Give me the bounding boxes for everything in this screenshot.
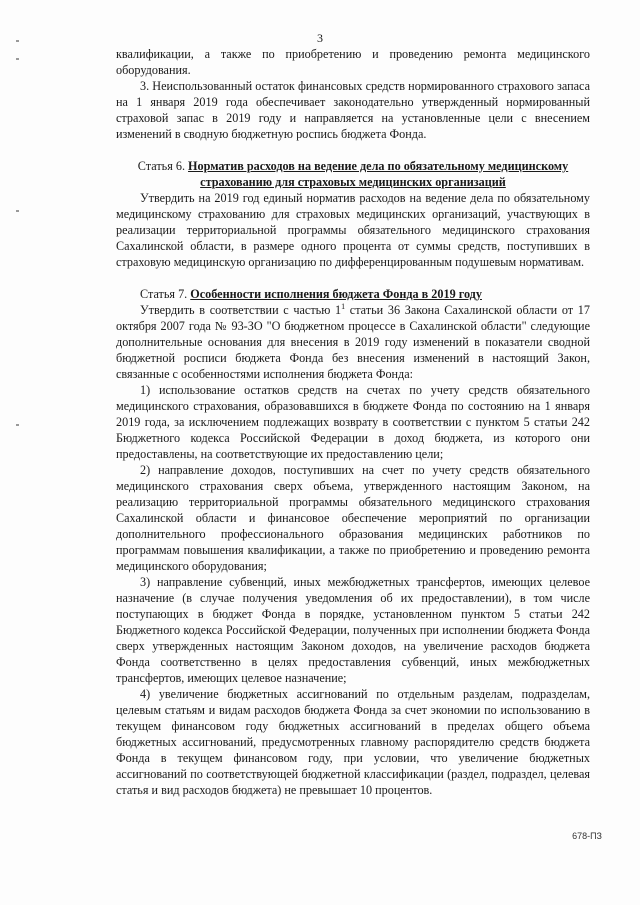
scan-mark [16,210,19,212]
article-7-intro-end: статьи 36 Закона Сахалинской области от 17 октября 2007 года № 93-ЗО "О бюджетном процессе в Сахалинской области" следующие дополнительные основания для внесения в 2019 году изменений в показатели сводной бюджетной росписи бюджета Фонда без внесения изменений в настоящий Закон, связанные с особенностями исполнения бюджета Фонда: [116,303,590,381]
article-7-item-2: 2) направление доходов, поступивших на счет по учету средств обязательного медицинского страхования сверх объема, утвержденного настоящим Законом, на реализацию территориальной программы обязательного медицинского страхования Сахалинской области и финансовое обеспечение мероприятий по организации дополнительного профессионального образования медицинских работников по программам повышения квалификации, а также по приобретению и проведению ремонта медицинского оборудования; [116,463,590,573]
article-6-heading [116,158,590,190]
page-number: 3 [317,31,323,45]
document-code: 678-ПЗ [572,831,602,841]
article-7-item-4: 4) увеличение бюджетных ассигнований по отдельным разделам, подразделам, целевым статьям и видам расходов бюджета Фонда за счет экономии по использованию в текущем финансовом году бюджетных ассигнований в пределах общего объема бюджетных ассигнований, предусмотренных главному распорядителю средств бюджета Фонда в текущем финансовом году, при условии, что увеличение бюджетных ассигнований по соответствующей бюджетной классификации (раздел, подраздел, целевая статья и вид расходов бюджета) не превышает 10 процентов. [116,687,590,797]
article-6-text: Утвердить на 2019 год единый норматив расходов на ведение дела по обязательному медицинскому страхованию для страховых медицинских организаций, участвующих в реализации территориальной программы обязательного медицинского страхования Сахалинской области, в размере одного процента от суммы средств, поступивших в страховую медицинскую организацию по дифференцированным подушевым нормативам. [116,191,590,269]
scan-mark [16,424,19,426]
article-7-item-3: 3) направление субвенций, иных межбюджетных трансфертов, имеющих целевое назначение (в случае получения уведомления об их предоставлении), в том числе поступающих в бюджет Фонда в порядке, установленном пунктом 5 статьи 242 Бюджетного кодекса Российской Федерации, полученных при исполнении бюджета Фонда сверх утвержденных настоящим Законом доходов, на увеличение расходов бюджета Фонда соответственно в целях предоставления субвенций, иных межбюджетных трансфертов, имеющих целевое назначение; [116,575,590,685]
article-7-item-1: 1) использование остатков средств на счетах по учету средств обязательного медицинского страхования, образовавшихся в бюджете Фонда по состоянию на 1 января 2019 года, за исключением подлежащих возврату в соответствии с пунктом 5 статьи 242 Бюджетного кодекса Российской Федерации в доход бюджета, из которого они предоставлены, на соответствующие их предоставлению цели; [116,383,590,461]
article-7-number: Статья 7. [140,287,188,301]
paragraph-item-3: 3. Неиспользованный остаток финансовых средств нормированного страхового запаса на 1 января 2019 года обеспечивает законодательно утвержденный нормированный страховой запас в 2019 году и направляется на установленные цели с внесением изменений в сводную бюджетную роспись бюджета Фонда. [116,79,590,141]
article-7-title: Особенности исполнения бюджета Фонда в 2019 году [190,287,482,301]
article-7-intro [116,302,590,382]
article-7-intro-superscript: 1 [341,301,346,311]
article-7-heading [116,286,590,302]
paragraph-continuation: квалификации, а также по приобретению и проведению ремонта медицинского оборудования. [116,47,590,77]
article-7-intro-start: Утвердить в соответствии с частью 1 [140,303,342,317]
document-body [116,46,590,798]
article-6-number: Статья 6. [137,159,185,173]
scan-mark [16,58,19,60]
article-6-title: Норматив расходов на ведение дела по обязательному медицинскому страхованию для страховых медицинских организаций [188,159,569,189]
